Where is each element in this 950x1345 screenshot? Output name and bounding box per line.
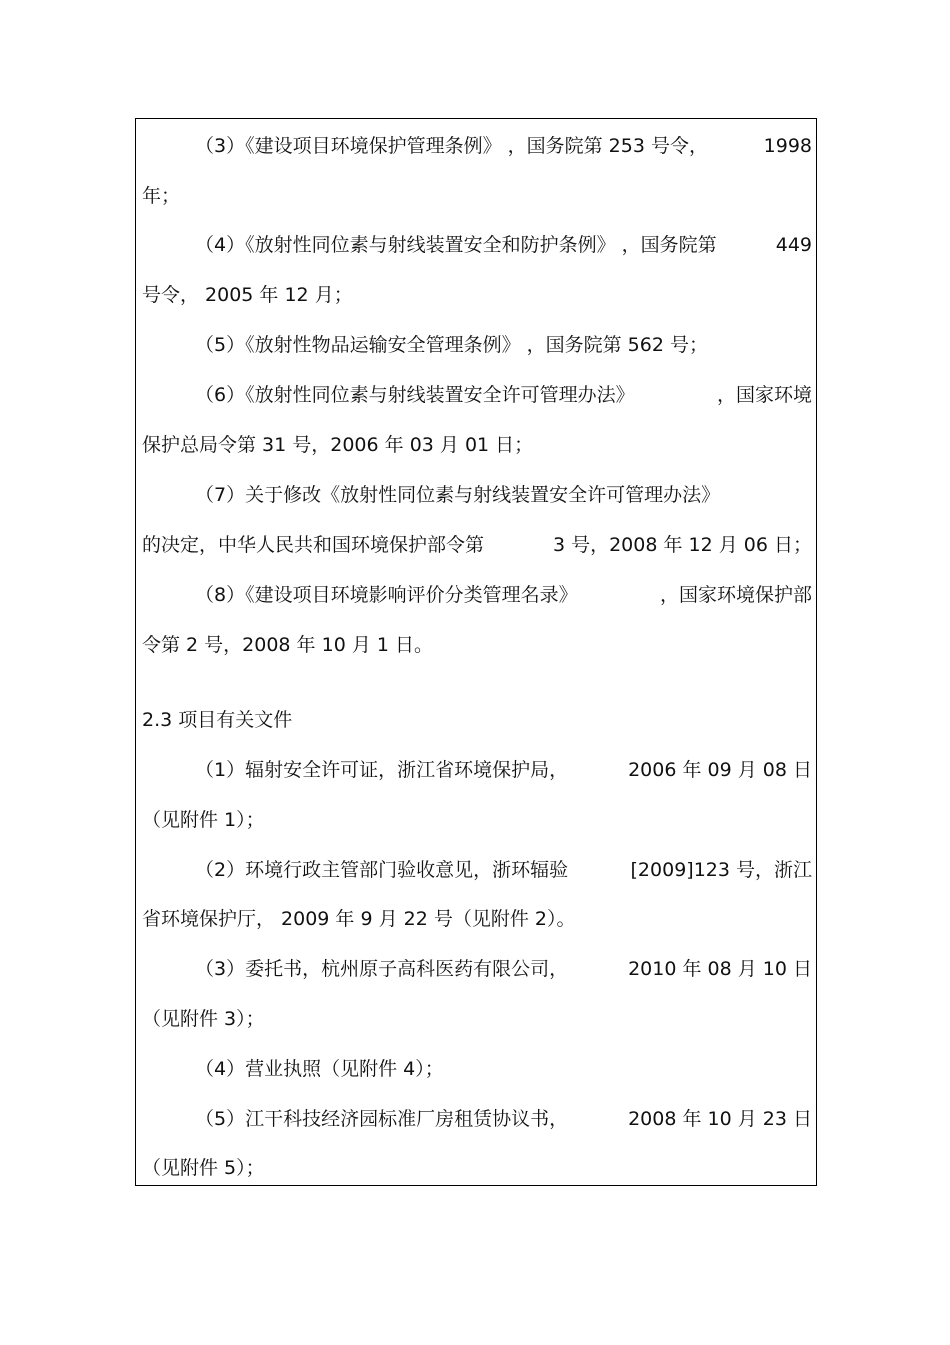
document-2-line1 bbox=[195, 857, 812, 883]
regulation-3-line1 bbox=[195, 133, 812, 159]
document-5-line1 bbox=[195, 1106, 812, 1132]
document-2-number: [2009]123 号，浙江 bbox=[630, 859, 812, 881]
regulation-8-line1 bbox=[195, 582, 812, 608]
document-2-text: （2）环境行政主管部门验收意见，浙环辐验 bbox=[195, 859, 569, 881]
document-1-line2: （见附件 1）； bbox=[142, 809, 265, 831]
regulation-6-issuer: ，国家环境 bbox=[716, 384, 812, 406]
document-1-line1 bbox=[195, 757, 812, 783]
document-3-date: 2010 年 08 月 10 日 bbox=[628, 958, 812, 980]
regulation-3-line2: 年； bbox=[142, 185, 181, 207]
section-2-3-heading: 2.3 项目有关文件 bbox=[142, 709, 293, 731]
regulation-4-line1 bbox=[195, 232, 812, 258]
regulation-7-line1: （7）关于修改《放射性同位素与射线装置安全许可管理办法》 bbox=[195, 484, 721, 506]
regulation-5-line1: （5）《放射性物品运输安全管理条例》 ，国务院第 562 号； bbox=[195, 334, 708, 356]
document-3-text: （3）委托书，杭州原子高科医药有限公司， bbox=[195, 958, 569, 980]
document-4-line1: （4）营业执照（见附件 4）； bbox=[195, 1058, 444, 1080]
regulation-4-line2: 号令， 2005 年 12 月； bbox=[142, 284, 353, 306]
regulation-6-line2: 保护总局令第 31 号，2006 年 03 月 01 日； bbox=[142, 434, 534, 456]
regulation-6-text: （6）《放射性同位素与射线装置安全许可管理办法》 bbox=[195, 384, 635, 406]
regulation-7-issuer: 的决定，中华人民共和国环境保护部令第 bbox=[142, 534, 485, 556]
regulation-4-text: （4）《放射性同位素与射线装置安全和防护条例》 ，国务院第 bbox=[195, 234, 717, 256]
regulation-3-year: 1998 bbox=[763, 135, 812, 157]
regulation-7-line2 bbox=[142, 532, 812, 558]
document-1-text: （1）辐射安全许可证，浙江省环境保护局， bbox=[195, 759, 569, 781]
document-2-line2: 省环境保护厅， 2009 年 9 月 22 号（见附件 2）。 bbox=[142, 908, 576, 930]
document-3-line1 bbox=[195, 956, 812, 982]
regulation-7-date: 3 号，2008 年 12 月 06 日； bbox=[552, 534, 812, 556]
regulation-8-text: （8）《建设项目环境影响评价分类管理名录》 bbox=[195, 584, 578, 606]
regulation-4-number: 449 bbox=[775, 234, 812, 256]
regulation-3-text: （3）《建设项目环境保护管理条例》 ，国务院第 253 号令， bbox=[195, 135, 708, 157]
document-5-text: （5）江干科技经济园标准厂房租赁协议书， bbox=[195, 1108, 569, 1130]
regulation-8-line2: 令第 2 号，2008 年 10 月 1 日。 bbox=[142, 634, 433, 656]
document-3-line2: （见附件 3）； bbox=[142, 1008, 265, 1030]
document-5-date: 2008 年 10 月 23 日 bbox=[628, 1108, 812, 1130]
document-5-line2: （见附件 5）； bbox=[142, 1157, 265, 1179]
regulation-6-line1 bbox=[195, 382, 812, 408]
regulation-8-issuer: ，国家环境保护部 bbox=[659, 584, 812, 606]
document-1-date: 2006 年 09 月 08 日 bbox=[628, 759, 812, 781]
